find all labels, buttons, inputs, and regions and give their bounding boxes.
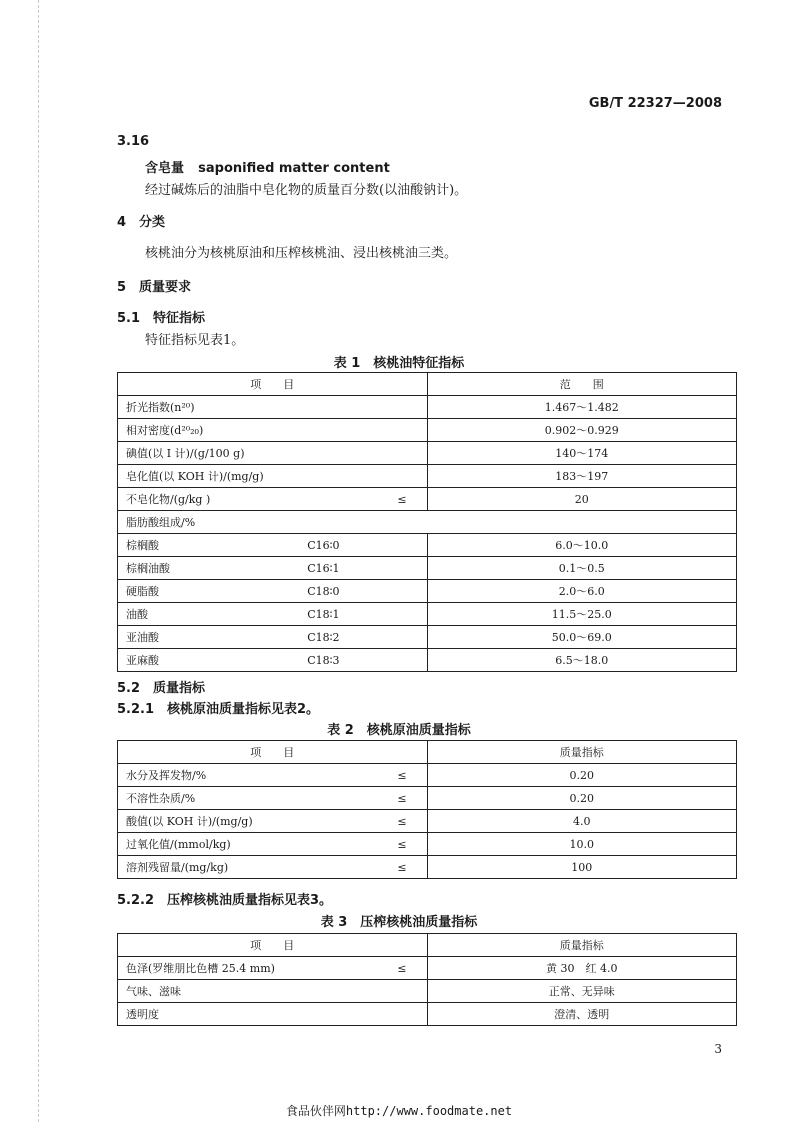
table-row — [118, 557, 737, 580]
table1 — [117, 372, 737, 672]
table-cell: C16∶1 — [307, 557, 427, 580]
table2 — [117, 740, 737, 879]
table-cell: 溶剂残留量/(mg/kg) — [118, 856, 318, 879]
leq-sign: ≤ — [317, 810, 427, 833]
table-row — [118, 465, 737, 488]
table-cell: C16∶0 — [307, 534, 427, 557]
table1-caption: 表 1 核桃油特征指标 — [333, 356, 465, 371]
table3-header-value: 质量指标 — [427, 934, 736, 957]
table-cell: 过氧化值/(mmol/kg) — [118, 833, 318, 856]
term-cn: 含皂量 — [145, 161, 185, 176]
table-row — [118, 957, 737, 980]
table-cell: 色泽(罗维朋比色槽 25.4 mm) — [118, 957, 318, 980]
table-cell: C18∶3 — [307, 649, 427, 672]
section-5-1-heading: 5.1 特征指标 — [117, 311, 206, 326]
table-row — [118, 741, 737, 764]
table-row — [118, 534, 737, 557]
table-cell: 折光指数(n²⁰) — [118, 396, 428, 419]
table-cell: 气味、滋味 — [118, 980, 428, 1003]
table-cell: C18∶0 — [307, 580, 427, 603]
leq-sign: ≤ — [317, 787, 427, 810]
table-cell: 11.5～25.0 — [427, 603, 736, 626]
table-cell: 水分及挥发物/% — [118, 764, 318, 787]
table-cell: 酸值(以 KOH 计)/(mg/g) — [118, 810, 318, 833]
leq-sign: ≤ — [317, 833, 427, 856]
table-row — [118, 856, 737, 879]
table-row — [118, 764, 737, 787]
table1-header-range: 范 围 — [427, 373, 736, 396]
section-3-16-number: 3.16 — [117, 134, 150, 149]
leq-sign: ≤ — [307, 488, 427, 511]
table-cell: 4.0 — [427, 810, 736, 833]
table-cell: 皂化值(以 KOH 计)/(mg/g) — [118, 465, 428, 488]
table-cell: 相对密度(d²⁰₂₀) — [118, 419, 428, 442]
table-row — [118, 373, 737, 396]
section-4-heading: 4 分类 — [117, 215, 166, 230]
term-line — [145, 157, 390, 176]
table-cell: 正常、无异味 — [427, 980, 736, 1003]
table-cell: 0.902～0.929 — [427, 419, 736, 442]
table-cell: 黄 30 红 4.0 — [427, 957, 736, 980]
section-5-heading: 5 质量要求 — [117, 280, 192, 295]
table-row — [118, 603, 737, 626]
table-cell: 1.467～1.482 — [427, 396, 736, 419]
table-cell: 碘值(以 I 计)/(g/100 g) — [118, 442, 428, 465]
table2-header-item: 项 目 — [118, 741, 428, 764]
table-row — [118, 787, 737, 810]
table-cell: 不溶性杂质/% — [118, 787, 318, 810]
term-en: saponified matter content — [198, 161, 390, 176]
table1-header-item: 项 目 — [118, 373, 428, 396]
table-row — [118, 980, 737, 1003]
table-cell: 0.1～0.5 — [427, 557, 736, 580]
table-cell: 棕榈油酸 — [118, 557, 308, 580]
table-row — [118, 810, 737, 833]
table2-header-value: 质量指标 — [427, 741, 736, 764]
table-row — [118, 488, 737, 511]
table3-caption: 表 3 压榨核桃油质量指标 — [320, 915, 478, 930]
table-cell: 棕榈酸 — [118, 534, 308, 557]
section-5-2-1-heading: 5.2.1 核桃原油质量指标见表2。 — [117, 702, 320, 717]
table2-caption: 表 2 核桃原油质量指标 — [327, 723, 471, 738]
table-cell: 6.0～10.0 — [427, 534, 736, 557]
table-cell: 6.5～18.0 — [427, 649, 736, 672]
table-row — [118, 511, 737, 534]
table-cell: 2.0～6.0 — [427, 580, 736, 603]
table-cell: C18∶2 — [307, 626, 427, 649]
scan-edge-line — [38, 0, 39, 1122]
table-cell: 透明度 — [118, 1003, 428, 1026]
table-cell: 硬脂酸 — [118, 580, 308, 603]
table-row — [118, 580, 737, 603]
page-number: 3 — [714, 1042, 722, 1056]
table-row — [118, 649, 737, 672]
table-cell: 50.0～69.0 — [427, 626, 736, 649]
table-cell: C18∶1 — [307, 603, 427, 626]
footer-watermark: 食品伙伴网http://www.foodmate.net — [285, 1104, 513, 1118]
table-cell: 0.20 — [427, 764, 736, 787]
table-row — [118, 396, 737, 419]
table-cell: 183～197 — [427, 465, 736, 488]
table1-group-label: 脂肪酸组成/% — [118, 511, 737, 534]
leq-sign: ≤ — [317, 764, 427, 787]
table-cell: 不皂化物/(g/kg ) — [118, 488, 308, 511]
table-cell: 亚麻酸 — [118, 649, 308, 672]
table-row — [118, 833, 737, 856]
table-cell: 亚油酸 — [118, 626, 308, 649]
table3-header-item: 项 目 — [118, 934, 428, 957]
table-cell: 10.0 — [427, 833, 736, 856]
section-4-text: 核桃油分为核桃原油和压榨核桃油、浸出核桃油三类。 — [145, 246, 458, 261]
leq-sign: ≤ — [317, 856, 427, 879]
section-5-1-text: 特征指标见表1。 — [145, 333, 245, 348]
table-row — [118, 626, 737, 649]
table-cell: 0.20 — [427, 787, 736, 810]
table-row — [118, 1003, 737, 1026]
table3 — [117, 933, 737, 1026]
table-row — [118, 419, 737, 442]
table-row — [118, 934, 737, 957]
table-row — [118, 442, 737, 465]
standard-number: GB/T 22327—2008 — [588, 96, 722, 111]
table-cell: 20 — [427, 488, 736, 511]
section-5-2-2-heading: 5.2.2 压榨核桃油质量指标见表3。 — [117, 893, 333, 908]
table-cell: 100 — [427, 856, 736, 879]
leq-sign: ≤ — [317, 957, 427, 980]
term-definition: 经过碱炼后的油脂中皂化物的质量百分数(以油酸钠计)。 — [145, 183, 468, 198]
section-5-2-heading: 5.2 质量指标 — [117, 681, 206, 696]
table-cell: 140～174 — [427, 442, 736, 465]
table-cell: 油酸 — [118, 603, 308, 626]
table-cell: 澄清、透明 — [427, 1003, 736, 1026]
